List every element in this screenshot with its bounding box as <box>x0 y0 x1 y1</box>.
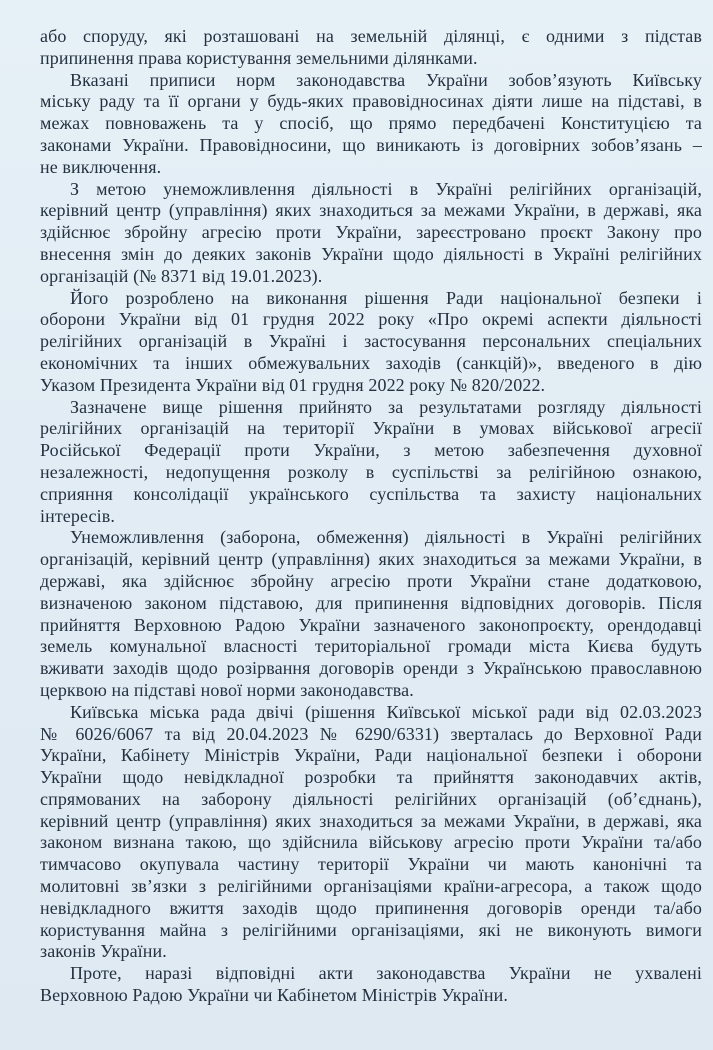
text-line: інтересів. <box>40 505 115 526</box>
text-line: межах повноважень та у спосіб, що прямо передбачені Конституцією та <box>40 113 702 134</box>
text-line: молитовні зв’язки з релігійними організаціями країни-агресора, а також щодо <box>40 876 702 897</box>
text-line: законами України. Правовідносини, що виникають із договірних зобов’язань – <box>40 134 702 155</box>
text-line: спрямованих на заборону діяльності релігійних організацій (об’єднань), <box>40 788 702 809</box>
text-line: тимчасово окупувала частину території України чи мають канонічні та <box>40 854 702 875</box>
text-line: Його розроблено на виконання рішення Ради національної безпеки і <box>70 287 702 308</box>
text-line: оборони України від 01 грудня 2022 року «Про окремі аспекти діяльності <box>40 309 702 330</box>
text-line: або споруду, які розташовані на земельній ділянці, є одними з підстав <box>40 26 702 46</box>
text-line: України щодо невідкладної розробки та прийняття законодавчих актів, <box>40 767 702 788</box>
text-line: Вказані приписи норм законодавства України зобов’язують Київську <box>70 69 702 90</box>
document-body <box>40 26 702 1007</box>
text-line: вживати заходів щодо розірвання договорів оренди з Українською православною <box>40 658 702 679</box>
text-line: керівний центр (управління) яких знаходиться за межами України, в державі, яка <box>40 200 702 221</box>
paragraph <box>40 963 702 1007</box>
text-line: З метою унеможливлення діяльності в Україні релігійних організацій, <box>70 178 702 199</box>
text-line: № 6026/6067 та від 20.04.2023 № 6290/6331) зверталась до Верховної Ради <box>40 723 702 744</box>
text-line: внесення змін до деяких законів України щодо діяльності в Україні релігійних <box>40 243 702 264</box>
text-line: припинення права користування земельними ділянками. <box>40 47 478 68</box>
paragraph <box>40 179 702 288</box>
text-line: державі, яка здійснює збройну агресію проти України стане додатковою, <box>40 570 702 591</box>
text-line: не виключення. <box>40 156 162 177</box>
text-line: Указом Президента України від 01 грудня 2022 року № 820/2022. <box>40 374 546 395</box>
paragraph <box>40 702 702 964</box>
text-line: організацій (№ 8371 від 19.01.2023). <box>40 265 323 286</box>
text-line: незалежності, недопущення розколу в суспільстві за релігійною ознакою, <box>40 461 702 482</box>
text-line: здійснює збройну агресію проти України, зареєстровано проєкт Закону про <box>40 222 702 243</box>
paragraph <box>40 70 702 179</box>
paragraph <box>40 26 702 70</box>
text-line: міську раду та її органи у будь-яких правовідносинах діяти лише на підставі, в <box>40 91 702 112</box>
text-line: Унеможливлення (заборона, обмеження) діяльності в Україні релігійних <box>70 527 702 548</box>
text-line: Російської Федерації проти України, з метою забезпечення духовної <box>40 440 702 461</box>
text-line: економічних та інших обмежувальних заходів (санкцій)», введеного в дію <box>40 352 702 373</box>
text-line: невідкладного вжиття заходів щодо припинення договорів оренди та/або <box>40 897 702 918</box>
text-line: організацій, керівний центр (управління) яких знаходиться за межами України, в <box>40 549 702 570</box>
text-line: церквою на підставі нової норми законодавства. <box>40 679 414 700</box>
text-line: сприяння консолідації українського суспільства та захисту національних <box>40 483 702 504</box>
text-line: Проте, наразі відповідні акти законодавства України не ухвалені <box>70 963 702 984</box>
paragraph <box>40 397 702 528</box>
text-line: України, Кабінету Міністрів України, Ради національної безпеки і оборони <box>40 745 702 766</box>
text-line: релігійних організацій в Україні і застосування персональних спеціальних <box>40 331 702 352</box>
paragraph <box>40 288 702 397</box>
text-line: законом визнана такою, що здійснила військову агресію проти України та/або <box>40 832 702 853</box>
text-line: користування майна з релігійними організаціями, які не виконують вимоги <box>40 919 702 940</box>
text-line: визначеною законом підставою, для припинення відповідних договорів. Після <box>40 592 702 613</box>
text-line: Зазначене вище рішення прийнято за результатами розгляду діяльності <box>70 396 702 417</box>
text-line: Київська міська рада двічі (рішення Київської міської ради від 02.03.2023 <box>70 701 702 722</box>
text-line: законів України. <box>40 941 167 962</box>
text-line: Верховною Радою України чи Кабінетом Міністрів України. <box>40 985 508 1006</box>
paragraph <box>40 527 702 701</box>
text-line: керівний центр (управління) яких знаходиться за межами України, в державі, яка <box>40 810 702 831</box>
text-line: прийняття Верховною Радою України зазначеного законопроєкту, орендодавці <box>40 614 702 635</box>
text-line: земель комунальної власності територіальної громади міста Києва будуть <box>40 636 702 657</box>
text-line: релігійних організацій на території України в умовах військової агресії <box>40 418 702 439</box>
